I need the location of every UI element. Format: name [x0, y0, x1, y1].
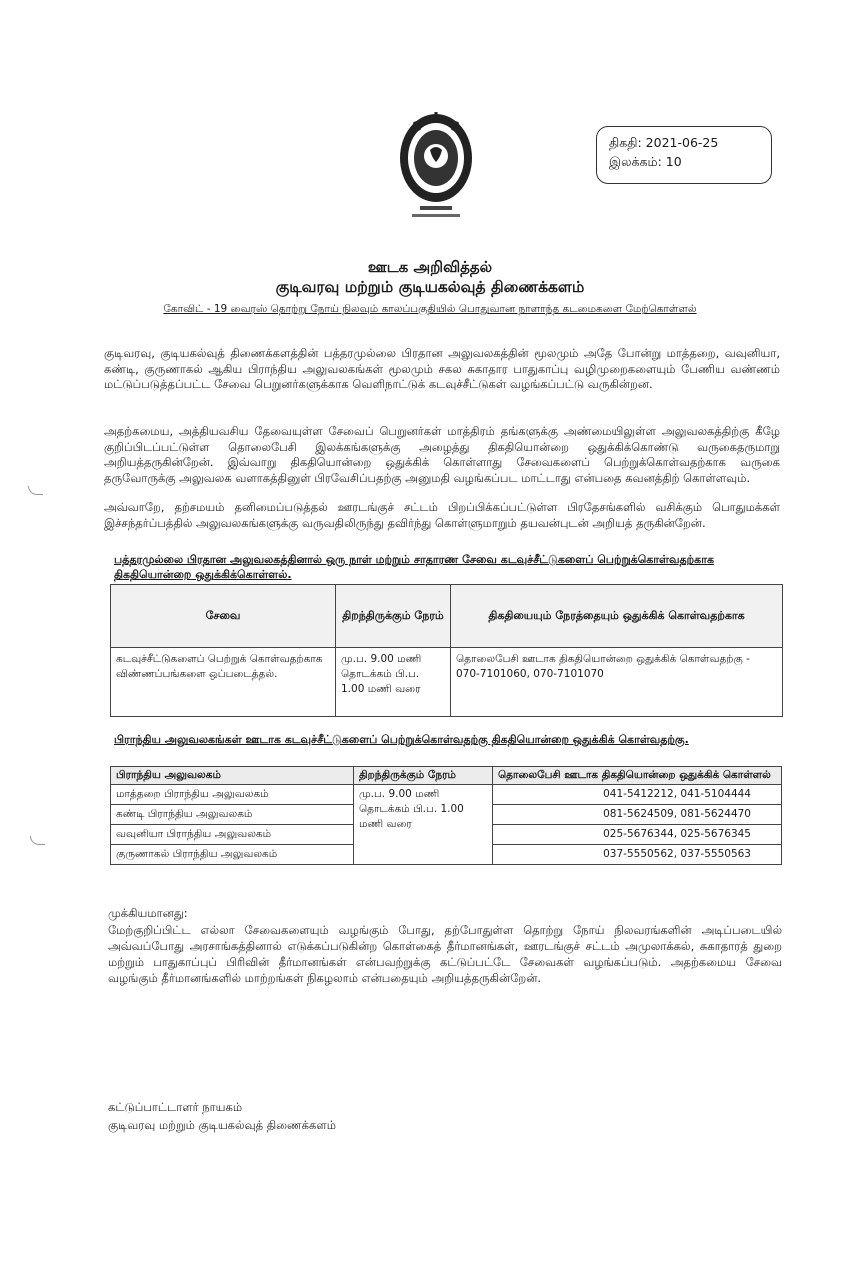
phone-cell: 081-5624509, 081-5624470 [493, 805, 782, 825]
service-cell: கடவுச்சீட்டுகளைப் பெற்றுக் கொள்வதற்காக விண்ணப்பங்களை ஒப்படைத்தல். [111, 648, 336, 717]
section-2-heading: பிராந்திய அலுவலகங்கள் ஊடாக கடவுச்சீட்டுகளைப் பெற்றுக்கொள்வதற்கு திகதியொன்றை ஒதுக்கிக் கொள்வதற்கு. [114, 733, 689, 746]
scan-mark [28, 486, 43, 495]
important-body: மேற்குறிப்பிட்ட எல்லா சேவைகளையும் வழங்கும் போது, தற்போதுள்ள தொற்று நோய் நிலவரங்களின் அடிப்படையில் அவ்வப்போது அரசாங்கத்தினால் எடுக்கப்படுகின்ற கொள்கைத் தீர்மானங்கள், ஊரடங்குச் சட்டம் அமுலாக்கல், சுகாதாரத் துறை மற்றும் பாதுகாப்புப் பிரிவின் தீர்மானங்கள் என்பவற்றுக்கு கட்டுப்பட்டே சேவைகள் வழங்கப்படும். அதற்கமைய சேவை வழங்கும் தீர்மானங்களில் மாற்றங்கள் நிகழலாம் என்பதையும் அறியத்தருகின்றேன். [108, 923, 782, 985]
office-cell: கண்டி பிராந்திய அலுவலகம் [111, 805, 354, 825]
phone-numbers: 070-7101060, 070-7101070 [456, 668, 604, 680]
office-cell: மாத்தறை பிராந்திய அலுவலகம் [111, 785, 354, 805]
phone-cell: 041-5412212, 041-5104444 [493, 785, 782, 805]
column-header-hours: திறந்திருக்கும் நேரம் [354, 767, 493, 785]
column-header-booking: திகதியையும் நேரத்தையும் ஒதுக்கிக் கொள்வதற்காக [451, 585, 783, 648]
scan-mark [30, 836, 45, 845]
column-header-office: பிராந்திய அலுவலகம் [111, 767, 354, 785]
office-cell: வவுனியா பிராந்திய அலுவலகம் [111, 825, 354, 845]
table-row [111, 648, 783, 717]
government-emblem-icon [396, 110, 476, 222]
phone-cell: 037-5550562, 037-5550563 [493, 845, 782, 865]
subtitle: கோவிட் - 19 வைரஸ் தொற்று நோய் நிலவும் காலப்பகுதியில் பொதுவான நாளாந்த கடமைகளை மேற்கொள்ளல் [163, 303, 697, 315]
department-title: குடிவரவு மற்றும் குடியகல்வுத் திணைக்களம் [275, 278, 585, 296]
reference-box [596, 126, 772, 184]
column-header-service: சேவை [111, 585, 336, 648]
table-header-row [111, 585, 783, 648]
column-header-phone: தொலைபேசி ஊடாக திகதியொன்றை ஒதுக்கிக் கொள்ளல் [493, 767, 782, 785]
hours-cell: மு.ப. 9.00 மணி தொடக்கம் பி.ப. 1.00 மணி வரை [336, 648, 451, 717]
date-line: திகதி: 2021-06-25 [609, 135, 719, 150]
booking-cell [451, 648, 783, 717]
table-row [111, 785, 782, 805]
reference-number: இலக்கம்: 10 [609, 154, 682, 169]
paragraph-3: அவ்வாறே, தற்சமயம் தனிமைப்படுத்தல் ஊரடங்குச் சட்டம் பிறப்பிக்கப்பட்டுள்ள பிரதேசங்களில் வசிக்கும் பொதுமக்கள் இச்சந்தர்ப்பத்தில் அலுவலகங்களுக்கு வருவதிலிருந்து தவிர்ந்து கொள்ளுமாறும் தயவன்புடன் அறியத் தருகின்றேன். [104, 500, 780, 530]
media-release-title: ஊடக அறிவித்தல் [367, 258, 493, 276]
paragraph-2: அதற்கமைய, அத்தியவசிய தேவையுள்ள சேவைப் பெறுனர்கள் மாத்திரம் தங்களுக்கு அண்மையிலுள்ள அலுவலகத்திற்கு கீழே குறிப்பிடப்பட்டுள்ள தொலைபேசி இலக்கங்களுக்கு அழைத்து திகதியொன்றை ஒதுக்கிக்கொண்டு வருகைதருமாறு அறியத்தருகின்றேன். இவ்வாறு திகதியொன்றை ஒதுக்கிக் கொள்ளாது சேவைகளைப் பெற்றுக்கொள்வதற்காக வருகை தருவோருக்கு அலுவலக வளாகத்தினுள் பிரவேசிப்பதற்கு அனுமதி வழங்கப்பட மாட்டாது என்பதை கவனத்திற் கொள்ளவும். [104, 424, 780, 485]
table-header-row [111, 767, 782, 785]
important-title: முக்கியமானது: [108, 906, 188, 920]
hours-cell: மு.ப. 9.00 மணி தொடக்கம் பி.ப. 1.00 மணி வரை [354, 785, 493, 865]
paragraph-1: குடிவரவு, குடியகல்வுத் திணைக்களத்தின் பத்தரமுல்லை பிரதான அலுவலகத்தின் மூலமும் அதே போன்று மாத்தறை, வவுனியா, கண்டி, குருணாகல் ஆகிய பிராந்திய அலுவலகங்கள் மூலமும் சகல சுகாதார பாதுகாப்பு வழிமுறைகளையும் பேணிய வண்ணம் மட்டுப்படுத்தப்பட்ட சேவை பெறுனர்களுக்காக வெளிநாட்டுக் கடவுச்சீட்டுகள் வழங்கப்பட்டு வருகின்றன. [104, 346, 780, 392]
signatory-department: குடிவரவு மற்றும் குடியகல்வுத் திணைக்களம் [108, 1118, 337, 1132]
office-cell: குருணாகல் பிராந்திய அலுவலகம் [111, 845, 354, 865]
signatory-title: கட்டுப்பாட்டாளர் நாயகம் [108, 1100, 243, 1114]
column-header-hours: திறந்திருக்கும் நேரம் [336, 585, 451, 648]
booking-text: தொலைபேசி ஊடாக திகதியொன்றை ஒதுக்கிக் கொள்வதற்கு - [456, 653, 750, 665]
regional-offices-table [110, 766, 782, 865]
headquarters-table [110, 584, 783, 717]
section-1-heading: பத்தரமுல்லை பிரதான அலுவலகத்தினால் ஒரு நாள் மற்றும் சாதாரண சேவை கடவுச்சீட்டுகளைப் பெற்றுக்கொள்வதற்காக திகதியொன்றை ஒதுக்கிக்கொள்ளல். [114, 553, 714, 581]
phone-cell: 025-5676344, 025-5676345 [493, 825, 782, 845]
